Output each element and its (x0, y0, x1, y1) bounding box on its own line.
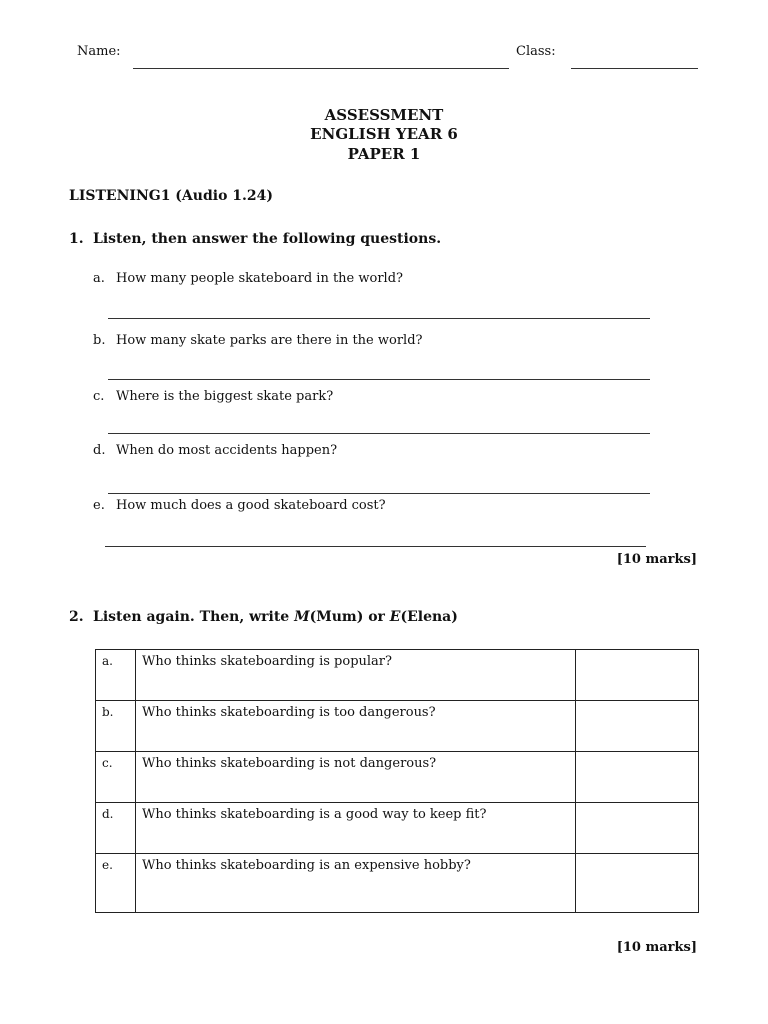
page-title: ASSESSMENT (324, 106, 444, 124)
q1b-answer-field[interactable] (108, 361, 650, 380)
q1c-answer-field[interactable] (108, 415, 650, 434)
row-letter: c. (96, 752, 136, 803)
row-letter: e. (96, 854, 136, 913)
q1d-letter: d. (93, 443, 106, 458)
row-answer-cell[interactable] (576, 803, 699, 854)
class-field[interactable] (571, 50, 698, 69)
q1c-text: Where is the biggest skate park? (116, 389, 334, 404)
q1-number: 1. (69, 231, 84, 247)
q1a-letter: a. (93, 271, 105, 286)
row-question: Who thinks skateboarding is an expensive hobby? (135, 854, 575, 913)
table-row (96, 650, 699, 701)
page-subtitle-year: ENGLISH YEAR 6 (310, 125, 458, 143)
row-question: Who thinks skateboarding is popular? (135, 650, 575, 701)
row-letter: d. (96, 803, 136, 854)
q2-instruction (93, 609, 458, 625)
q1-marks: [10 marks] (616, 552, 697, 567)
section-heading: LISTENING1 (Audio 1.24) (69, 188, 274, 204)
row-question: Who thinks skateboarding is not dangerous? (135, 752, 575, 803)
q1e-letter: e. (93, 498, 105, 513)
q2-e-letter: E (389, 609, 401, 625)
q1d-text: When do most accidents happen? (116, 443, 338, 458)
q1e-text: How much does a good skateboard cost? (116, 498, 386, 513)
q1b-text: How many skate parks are there in the world? (116, 333, 423, 348)
row-answer-cell[interactable] (576, 854, 699, 913)
row-question: Who thinks skateboarding is a good way to keep fit? (135, 803, 575, 854)
q1e-answer-field[interactable] (105, 528, 646, 547)
q1a-text: How many people skateboard in the world? (116, 271, 403, 286)
q1d-answer-field[interactable] (108, 475, 650, 494)
name-label: Name: (77, 44, 121, 59)
table-row (96, 701, 699, 752)
row-letter: a. (96, 650, 136, 701)
class-label: Class: (516, 44, 556, 59)
q1a-answer-field[interactable] (108, 300, 650, 319)
q2-answer-table (95, 649, 699, 913)
row-letter: b. (96, 701, 136, 752)
table-row (96, 803, 699, 854)
row-answer-cell[interactable] (576, 752, 699, 803)
q2-m-letter: M (294, 609, 310, 625)
q2-number: 2. (69, 609, 84, 625)
row-answer-cell[interactable] (576, 650, 699, 701)
row-answer-cell[interactable] (576, 701, 699, 752)
q2-instruction-start: Listen again. Then, write (93, 609, 295, 625)
table-row (96, 854, 699, 913)
q1-instruction: Listen, then answer the following questions. (93, 231, 442, 247)
q2-e-word: (Elena) (400, 609, 458, 625)
name-field[interactable] (133, 50, 509, 69)
q2-marks: [10 marks] (616, 940, 697, 955)
table-row (96, 752, 699, 803)
q1c-letter: c. (93, 389, 105, 404)
row-question: Who thinks skateboarding is too dangerous? (135, 701, 575, 752)
q1b-letter: b. (93, 333, 106, 348)
q2-m-word: (Mum) or (309, 609, 390, 625)
page-subtitle-paper: PAPER 1 (347, 145, 421, 163)
